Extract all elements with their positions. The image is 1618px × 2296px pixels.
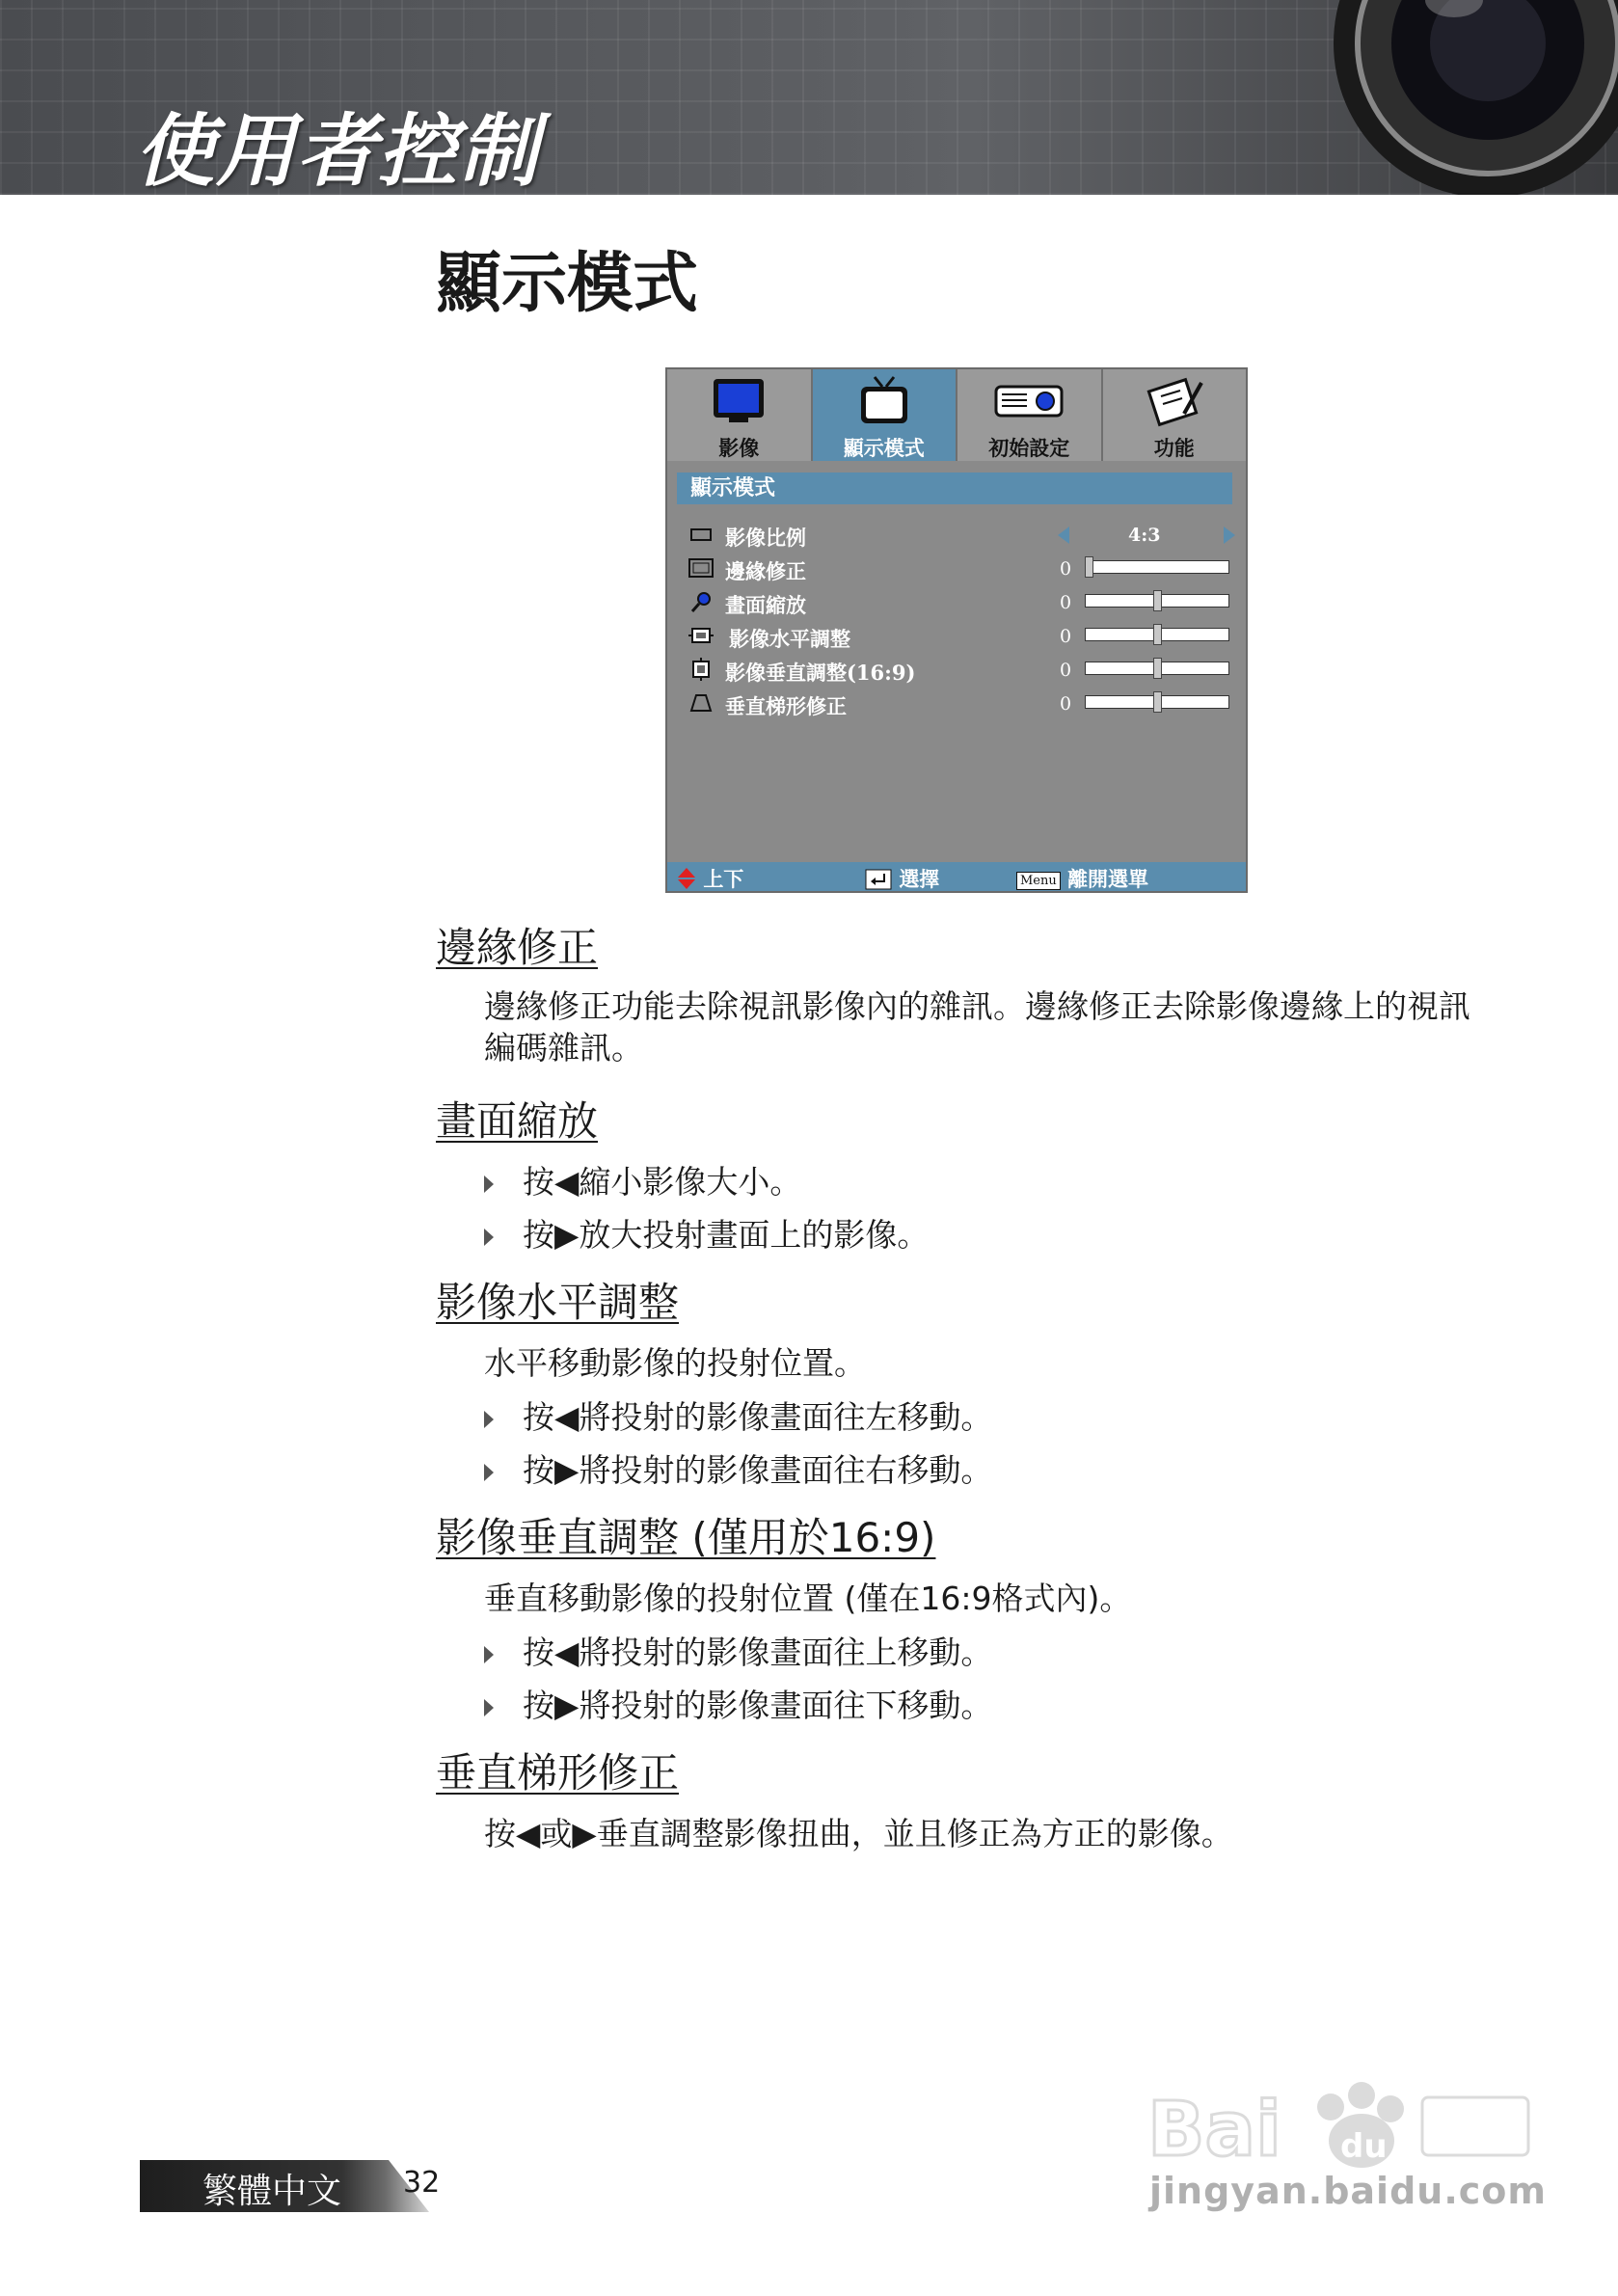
list-item — [484, 1628, 992, 1673]
projector-icon — [992, 375, 1065, 425]
menu-key-icon: Menu — [1016, 872, 1061, 890]
edge-mask-icon — [688, 556, 714, 580]
nav-hint: 上下 — [703, 867, 744, 891]
row-label: 畫面縮放 — [725, 593, 806, 617]
h-shift-icon — [688, 624, 714, 647]
tab-label: 影像 — [718, 436, 760, 460]
svg-text:du: du — [1340, 2127, 1388, 2166]
row-label: 影像垂直調整(16:9) — [725, 661, 916, 685]
bullet-icon — [484, 1464, 494, 1481]
row-value: 0 — [1060, 693, 1072, 715]
page-number: 32 — [403, 2166, 441, 2200]
row-value: 0 — [1060, 558, 1072, 580]
h-shift-description: 水平移動影像的投射位置。 — [484, 1344, 866, 1382]
list-item — [484, 1392, 992, 1438]
bullet-text: 按◀將投射的影像畫面往左移動。 — [523, 1398, 993, 1436]
bullet-text: 按▶放大投射畫面上的影像。 — [523, 1216, 930, 1254]
list-item — [484, 1681, 992, 1726]
list-item — [484, 1157, 801, 1202]
aspect-ratio-icon — [688, 523, 714, 546]
svg-text:Bai: Bai — [1147, 2087, 1281, 2174]
right-arrow-icon[interactable] — [1224, 527, 1235, 544]
slider-track[interactable] — [1085, 560, 1229, 574]
chapter-title: 使用者控制 — [135, 106, 540, 195]
slider-knob[interactable] — [1153, 691, 1162, 713]
tab-image[interactable] — [667, 369, 813, 461]
osd-tabs — [667, 369, 1246, 461]
osd-footer — [667, 862, 1246, 891]
bullet-icon — [484, 1646, 494, 1663]
language-label: 繁體中文 — [202, 2172, 342, 2211]
osd-row-v-shift[interactable] — [687, 654, 1236, 687]
bullet-icon — [484, 1175, 494, 1193]
row-value: 0 — [1060, 660, 1072, 681]
bullet-text: 按▶將投射的影像畫面往右移動。 — [523, 1451, 993, 1489]
osd-footer-exit — [1016, 864, 1148, 893]
section-heading-keystone: 垂直梯形修正 — [436, 1749, 680, 1796]
left-arrow-icon[interactable] — [1058, 527, 1069, 544]
osd-section-heading: 顯示模式 — [677, 473, 1232, 504]
slider-knob[interactable] — [1153, 658, 1162, 679]
bullet-icon — [484, 1699, 494, 1716]
section-heading-edge-mask: 邊緣修正 — [436, 924, 599, 971]
osd-menu — [665, 367, 1248, 893]
tab-label: 初始設定 — [988, 436, 1070, 460]
watermark-text: jingyan.baidu.com — [1149, 2170, 1547, 2212]
row-label: 垂直梯形修正 — [725, 694, 847, 718]
osd-row-keystone[interactable] — [687, 688, 1236, 720]
v-shift-description: 垂直移動影像的投射位置 (僅在16:9格式內)。 — [484, 1580, 1132, 1617]
monitor-icon — [710, 375, 768, 425]
edge-mask-description: 邊緣修正功能去除視訊影像內的雜訊。邊緣修正去除影像邊緣上的視訊編碼雜訊。 — [484, 987, 1470, 1067]
aspect-ratio-value: 4:3 — [1128, 525, 1161, 546]
row-label: 影像水平調整 — [729, 627, 850, 651]
exit-hint: 離開選單 — [1067, 867, 1149, 891]
osd-row-aspect-ratio[interactable] — [687, 519, 1236, 552]
page-title: 顯示模式 — [436, 246, 699, 322]
bullet-text: 按▶將投射的影像畫面往下移動。 — [523, 1687, 993, 1724]
section-heading-v-shift: 影像垂直調整 (僅用於16:9) — [436, 1514, 936, 1561]
keystone-icon — [688, 691, 714, 715]
osd-footer-nav — [677, 864, 743, 893]
header-banner — [0, 0, 1618, 195]
list-item — [484, 1445, 992, 1491]
tab-options[interactable] — [1103, 369, 1247, 461]
bullet-text: 按◀將投射的影像畫面往上移動。 — [523, 1634, 993, 1671]
osd-row-edge-mask[interactable] — [687, 553, 1236, 585]
select-hint: 選擇 — [899, 867, 940, 891]
slider-knob[interactable] — [1153, 590, 1162, 611]
slider-knob[interactable] — [1153, 624, 1162, 645]
keystone-description: 按◀或▶垂直調整影像扭曲，並且修正為方正的影像。 — [484, 1815, 1233, 1852]
v-shift-icon — [688, 658, 714, 681]
slider-knob[interactable] — [1085, 556, 1093, 578]
up-down-arrow-icon — [677, 867, 696, 890]
osd-row-h-shift[interactable] — [687, 620, 1236, 653]
bullet-icon — [484, 1411, 494, 1428]
tab-display-mode[interactable] — [813, 369, 958, 461]
notepad-icon — [1144, 375, 1205, 429]
zoom-icon — [688, 590, 714, 613]
tv-icon — [855, 375, 913, 429]
enter-key-icon — [865, 869, 892, 890]
row-label: 影像比例 — [725, 526, 806, 550]
lens-icon — [1329, 0, 1618, 195]
bullet-icon — [484, 1229, 494, 1246]
list-item — [484, 1210, 929, 1256]
row-value: 0 — [1060, 626, 1072, 647]
tab-setup[interactable] — [957, 369, 1103, 461]
section-heading-h-shift: 影像水平調整 — [436, 1279, 680, 1326]
osd-footer-select — [865, 864, 939, 893]
bullet-text: 按◀縮小影像大小。 — [523, 1163, 802, 1201]
osd-row-zoom[interactable] — [687, 586, 1236, 619]
row-value: 0 — [1060, 592, 1072, 613]
tab-label: 顯示模式 — [843, 436, 925, 460]
tab-label: 功能 — [1153, 436, 1195, 460]
row-label: 邊緣修正 — [725, 559, 806, 583]
section-heading-zoom: 畫面縮放 — [436, 1097, 599, 1145]
